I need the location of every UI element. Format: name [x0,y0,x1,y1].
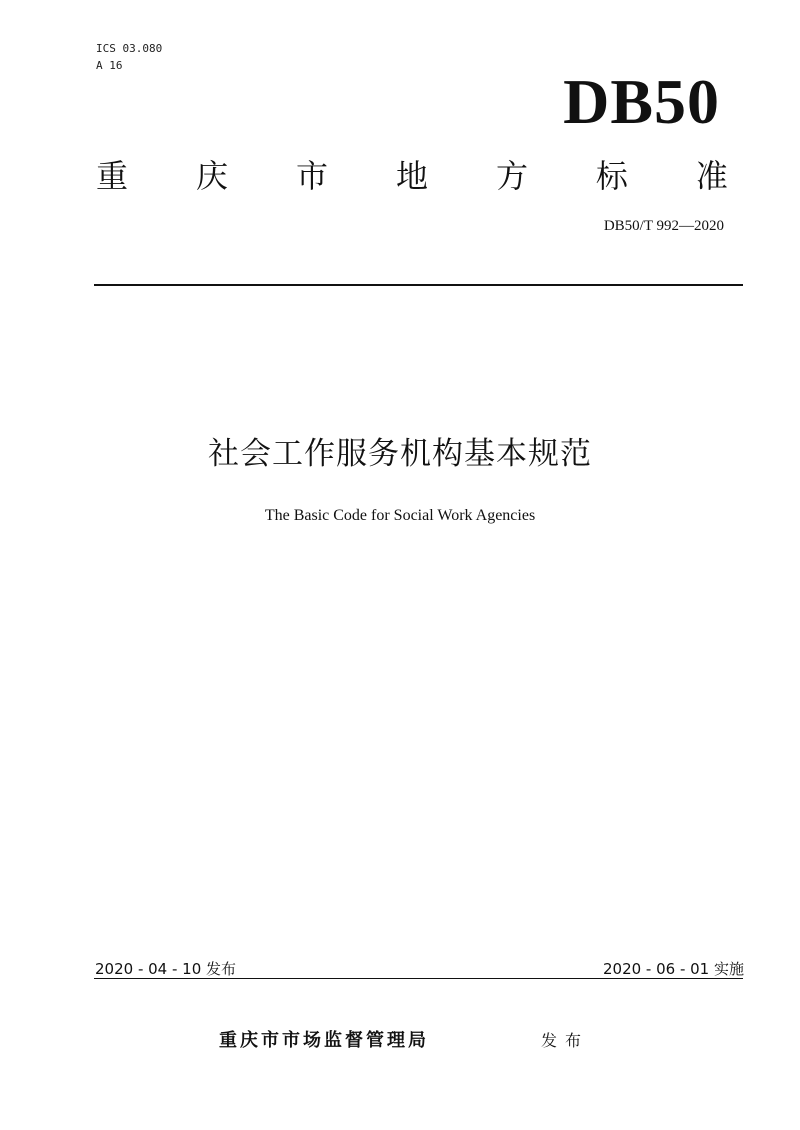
standard-type-char: 标 [595,157,628,195]
ccs-code: A 16 [96,59,123,72]
publish-label: 发布 [541,1031,590,1050]
ics-code: ICS 03.080 [96,42,163,55]
standard-code-logo: DB50 [563,66,720,137]
header-divider [94,284,743,286]
document-title-english: The Basic Code for Social Work Agencies [264,507,536,524]
standard-type-char: 准 [695,157,728,195]
standard-type-char: 市 [295,157,328,195]
standard-type-char: 地 [395,157,428,195]
standard-type-heading [96,154,728,198]
classification-block [96,40,162,74]
standard-type-char: 庆 [195,157,228,195]
implementation-date: 2020 - 06 - 01 实施 [602,960,744,978]
document-title-chinese: 社会工作服务机构基本规范 [208,436,592,472]
standard-number: DB50/T 992—2020 [603,218,724,234]
standard-type-char: 重 [96,157,129,195]
release-date: 2020 - 04 - 10 发布 [95,960,237,978]
standard-type-char: 方 [495,157,528,195]
publisher-name: 重庆市市场监督管理局 [219,1030,429,1051]
footer-divider [94,978,743,979]
